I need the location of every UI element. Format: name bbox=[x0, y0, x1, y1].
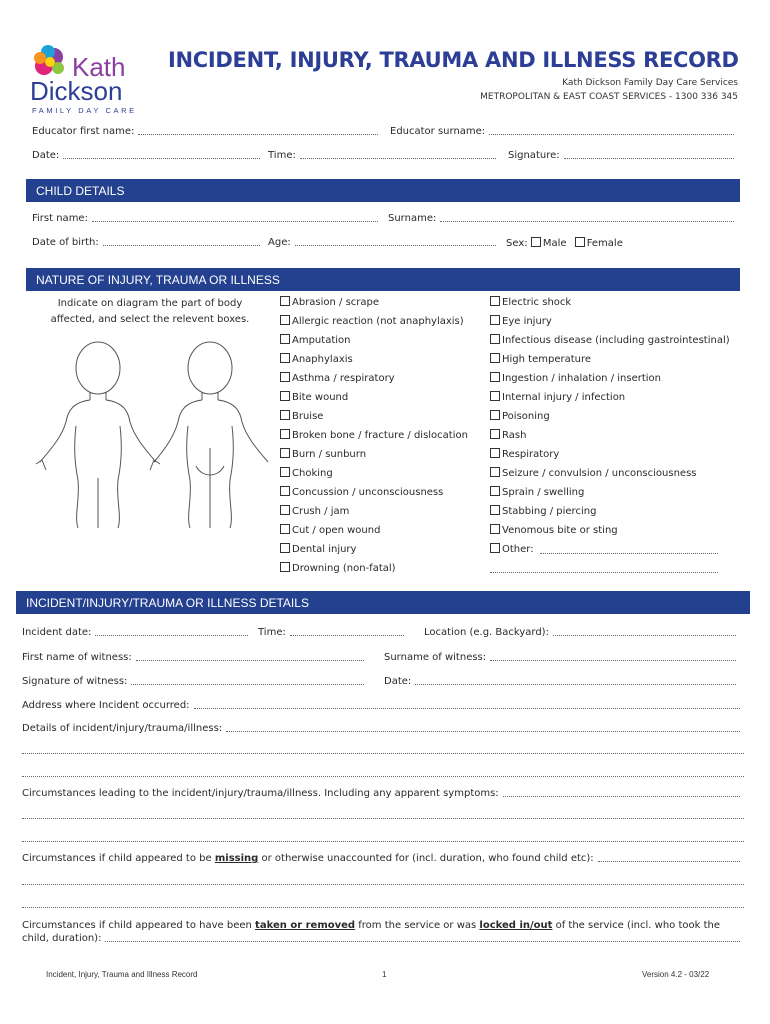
taken-field-line[interactable]: child, duration): bbox=[22, 933, 744, 944]
checkbox[interactable] bbox=[280, 543, 290, 553]
checkbox[interactable] bbox=[280, 467, 290, 477]
checkbox[interactable] bbox=[280, 448, 290, 458]
nature-col2-option[interactable]: Sprain / swelling bbox=[490, 486, 584, 498]
checkbox[interactable] bbox=[280, 391, 290, 401]
checkbox[interactable] bbox=[280, 562, 290, 572]
time-field[interactable]: Time: bbox=[268, 150, 500, 161]
date-field[interactable]: Date: bbox=[32, 150, 264, 161]
nature-col2-option[interactable]: Eye injury bbox=[490, 315, 552, 327]
child-details-heading: CHILD DETAILS bbox=[26, 179, 740, 202]
checkbox[interactable] bbox=[490, 372, 500, 382]
nature-col1-option[interactable]: Allergic reaction (not anaphylaxis) bbox=[280, 315, 464, 327]
witness-signature-field[interactable]: Signature of witness: bbox=[22, 676, 368, 687]
details-field[interactable]: Details of incident/injury/trauma/illness: bbox=[22, 723, 744, 734]
checkbox[interactable] bbox=[490, 448, 500, 458]
nature-col1-option[interactable]: Broken bone / fracture / dislocation bbox=[280, 429, 468, 441]
logo-dickson: Dickson bbox=[30, 76, 123, 106]
checkbox[interactable] bbox=[280, 296, 290, 306]
educator-surname-field[interactable]: Educator surname: bbox=[390, 126, 738, 137]
nature-col2-option[interactable]: Electric shock bbox=[490, 296, 571, 308]
checkbox[interactable] bbox=[490, 296, 500, 306]
org-name: Kath Dickson Family Day Care Services bbox=[562, 78, 738, 88]
logo-flower-icon bbox=[30, 40, 74, 80]
checkbox[interactable] bbox=[490, 410, 500, 420]
nature-col1-option[interactable]: Bruise bbox=[280, 410, 323, 422]
incident-date-field[interactable]: Incident date: bbox=[22, 627, 252, 638]
nature-col2-option[interactable]: Rash bbox=[490, 429, 526, 441]
checkbox[interactable] bbox=[490, 315, 500, 325]
witness-first-name-field[interactable]: First name of witness: bbox=[22, 652, 368, 663]
checkbox[interactable] bbox=[490, 353, 500, 363]
checkbox[interactable] bbox=[490, 543, 500, 553]
female-checkbox[interactable] bbox=[575, 237, 585, 247]
nature-col2-option[interactable]: Internal injury / infection bbox=[490, 391, 625, 403]
nature-col2-option[interactable]: Seizure / convulsion / unconsciousness bbox=[490, 467, 697, 479]
circumstances-line-2[interactable] bbox=[22, 841, 744, 842]
nature-col2-option[interactable]: Respiratory bbox=[490, 448, 559, 460]
nature-col2-option[interactable]: Other: bbox=[490, 543, 534, 555]
address-field[interactable]: Address where Incident occurred: bbox=[22, 700, 744, 711]
checkbox[interactable] bbox=[490, 505, 500, 515]
page-number: 1 bbox=[382, 970, 387, 979]
page-title: INCIDENT, INJURY, TRAUMA AND ILLNESS RECORD bbox=[168, 48, 739, 72]
incident-time-field[interactable]: Time: bbox=[258, 627, 408, 638]
taken-field: Circumstances if child appeared to have been taken or removed from the service or was locked in/out of the service (incl. who took the bbox=[22, 920, 721, 931]
educator-first-name-field[interactable]: Educator first name: bbox=[32, 126, 382, 137]
nature-col2-option[interactable]: Poisoning bbox=[490, 410, 550, 422]
witness-date-field[interactable]: Date: bbox=[384, 676, 740, 687]
male-checkbox[interactable] bbox=[531, 237, 541, 247]
logo-kath: Kath bbox=[72, 52, 126, 82]
witness-surname-field[interactable]: Surname of witness: bbox=[384, 652, 740, 663]
nature-col1-option[interactable]: Drowning (non-fatal) bbox=[280, 562, 396, 574]
logo bbox=[30, 40, 140, 120]
nature-col2-option[interactable]: Venomous bite or sting bbox=[490, 524, 618, 536]
nature-col2-option[interactable]: Ingestion / inhalation / insertion bbox=[490, 372, 661, 384]
nature-col1-option[interactable]: Concussion / unconsciousness bbox=[280, 486, 443, 498]
checkbox[interactable] bbox=[280, 334, 290, 344]
other-line[interactable] bbox=[540, 553, 718, 554]
body-diagram[interactable] bbox=[34, 340, 270, 530]
details-line-2[interactable] bbox=[22, 776, 744, 777]
nature-col1-option[interactable]: Cut / open wound bbox=[280, 524, 380, 536]
back-body-icon[interactable] bbox=[154, 342, 268, 528]
checkbox[interactable] bbox=[280, 505, 290, 515]
nature-col1-option[interactable]: Abrasion / scrape bbox=[280, 296, 379, 308]
nature-col2-option[interactable]: High temperature bbox=[490, 353, 591, 365]
nature-col1-option[interactable]: Anaphylaxis bbox=[280, 353, 353, 365]
checkbox[interactable] bbox=[280, 524, 290, 534]
checkbox[interactable] bbox=[490, 524, 500, 534]
sex-field: Sex: Male Female bbox=[506, 238, 623, 249]
nature-col1-option[interactable]: Bite wound bbox=[280, 391, 348, 403]
details-heading: INCIDENT/INJURY/TRAUMA OR ILLNESS DETAILS bbox=[16, 591, 750, 614]
missing-line-2[interactable] bbox=[22, 907, 744, 908]
nature-col1-option[interactable]: Choking bbox=[280, 467, 333, 479]
missing-field[interactable]: Circumstances if child appeared to be missing or otherwise unaccounted for (incl. duration, who found child etc): bbox=[22, 853, 744, 864]
checkbox[interactable] bbox=[280, 486, 290, 496]
nature-heading: NATURE OF INJURY, TRAUMA OR ILLNESS bbox=[26, 268, 740, 291]
nature-col2-option[interactable]: Stabbing / piercing bbox=[490, 505, 596, 517]
checkbox[interactable] bbox=[490, 429, 500, 439]
nature-col1-option[interactable]: Crush / jam bbox=[280, 505, 349, 517]
circumstances-line-1[interactable] bbox=[22, 818, 744, 819]
nature-col1-option[interactable]: Asthma / respiratory bbox=[280, 372, 395, 384]
age-field[interactable]: Age: bbox=[268, 237, 500, 248]
diagram-instruction: Indicate on diagram the part of body affected, and select the relevent boxes. bbox=[50, 298, 250, 325]
nature-col1-option[interactable]: Burn / sunburn bbox=[280, 448, 366, 460]
checkbox[interactable] bbox=[490, 391, 500, 401]
signature-field[interactable]: Signature: bbox=[508, 150, 738, 161]
checkbox[interactable] bbox=[280, 315, 290, 325]
logo-family-day-care: FAMILY DAY CARE bbox=[32, 106, 137, 115]
services-line: METROPOLITAN & EAST COAST SERVICES - 1300 336 345 bbox=[480, 92, 738, 102]
checkbox[interactable] bbox=[280, 353, 290, 363]
front-body-icon[interactable] bbox=[36, 342, 160, 528]
checkbox[interactable] bbox=[490, 334, 500, 344]
version: Version 4.2 - 03/22 bbox=[642, 970, 710, 979]
circumstances-field[interactable]: Circumstances leading to the incident/injury/trauma/illness. Including any apparent symptoms: bbox=[22, 788, 744, 799]
details-line-1[interactable] bbox=[22, 753, 744, 754]
nature-col1-option[interactable]: Amputation bbox=[280, 334, 350, 346]
nature-col1-option[interactable]: Dental injury bbox=[280, 543, 356, 555]
checkbox[interactable] bbox=[280, 372, 290, 382]
nature-col2-option[interactable]: Infectious disease (including gastrointestinal) bbox=[490, 334, 730, 346]
child-surname-field[interactable]: Surname: bbox=[388, 213, 738, 224]
missing-line-1[interactable] bbox=[22, 884, 744, 885]
other-line-2[interactable] bbox=[490, 572, 718, 573]
checkbox[interactable] bbox=[280, 429, 290, 439]
dob-field[interactable]: Date of birth: bbox=[32, 237, 264, 248]
checkbox[interactable] bbox=[280, 410, 290, 420]
location-field[interactable]: Location (e.g. Backyard): bbox=[424, 627, 740, 638]
child-first-name-field[interactable]: First name: bbox=[32, 213, 382, 224]
checkbox[interactable] bbox=[490, 486, 500, 496]
footer-title: Incident, Injury, Trauma and Illness Record bbox=[46, 970, 198, 979]
checkbox[interactable] bbox=[490, 467, 500, 477]
